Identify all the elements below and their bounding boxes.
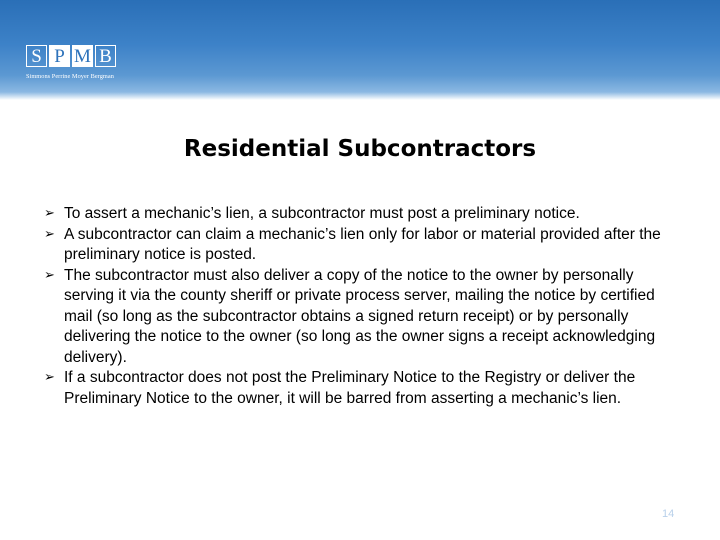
bullet-text: The subcontractor must also deliver a copy of the notice to the owner by personally serving it via the county sheriff or private process server, mailing the notice by certified mail (so long as the subcontractor obtains a signed return receipt) or by personally delivering the notice to the owner (so long as the owner signs a receipt acknowledging delivery). (64, 266, 656, 366)
logo-letters (26, 45, 118, 69)
bullet-list (44, 204, 684, 409)
logo-subtitle: Simmons Perrine Moyer Bergman (26, 73, 114, 80)
bullet-text: If a subcontractor does not post the Preliminary Notice to the Registry or deliver the Preliminary Notice to the owner, it will be barred from asserting a mechanic’s lien. (64, 369, 636, 407)
bullet-text: A subcontractor can claim a mechanic’s lien only for labor or material provided after the preliminary notice is posted. (64, 225, 661, 263)
arrow-bullet-icon: ➢ (44, 206, 55, 221)
arrow-bullet-icon: ➢ (44, 226, 55, 242)
slide-title: Residential Subcontractors (183, 136, 537, 162)
arrow-bullet-icon: ➢ (44, 370, 55, 385)
page-number: 14 (662, 508, 675, 520)
logo-letter-p: P (49, 45, 70, 67)
logo-letter-b: B (95, 45, 116, 67)
spmb-logo (26, 45, 136, 90)
arrow-bullet-icon: ➢ (44, 267, 55, 283)
bullet-item (44, 368, 684, 409)
logo-letter-s: S (26, 45, 47, 67)
bullet-item (44, 266, 684, 369)
bullet-text: To assert a mechanic’s lien, a subcontractor must post a preliminary notice. (64, 205, 580, 222)
bullet-item (44, 225, 684, 266)
logo-letter-m: M (72, 45, 93, 67)
bullet-item (44, 204, 684, 225)
